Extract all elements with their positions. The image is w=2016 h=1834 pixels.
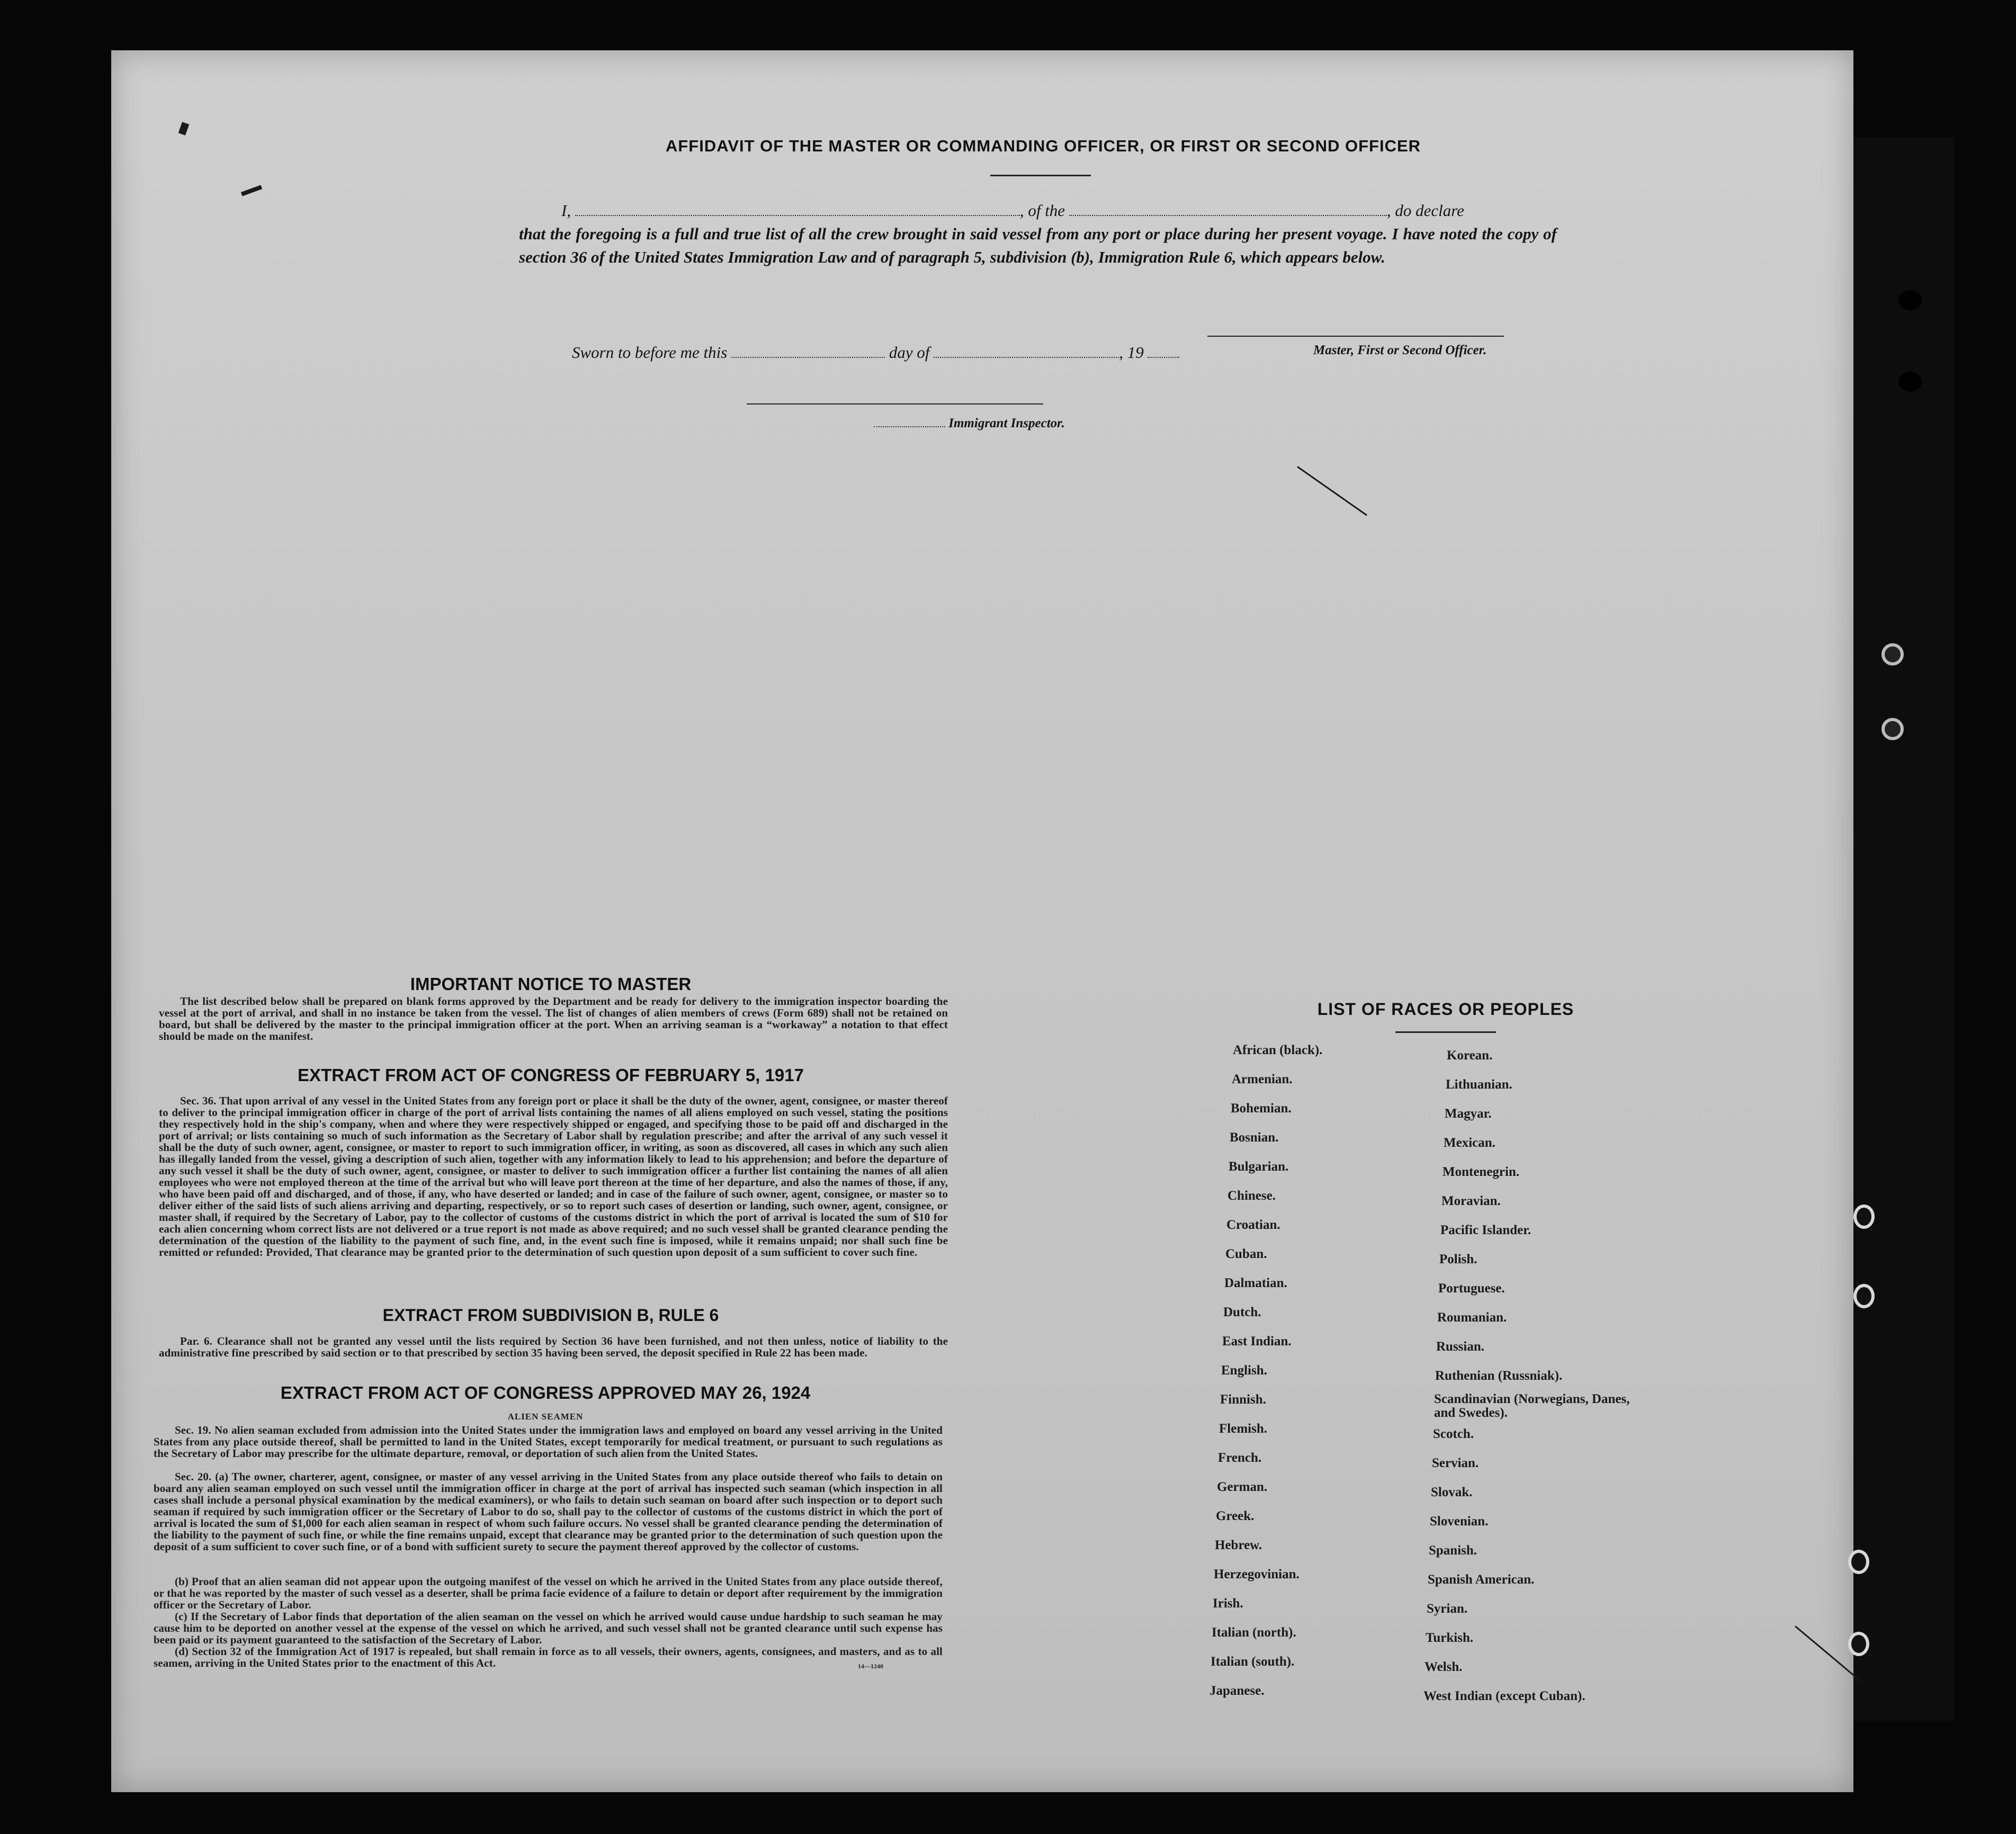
race-item: Spanish. (1429, 1543, 1477, 1558)
sworn-line (572, 343, 1179, 362)
race-item: Servian. (1432, 1456, 1479, 1470)
race-item: Korean. (1447, 1048, 1493, 1063)
race-item: Chinese. (1227, 1189, 1276, 1203)
extract-1917-title: EXTRACT FROM ACT OF CONGRESS OF FEBRUARY 5, 1917 (298, 1065, 804, 1085)
sworn-day-field[interactable] (731, 345, 885, 358)
binder-hole (1898, 372, 1922, 392)
race-item: Dutch. (1223, 1305, 1261, 1319)
binder-hole (1853, 1204, 1875, 1229)
race-item: French. (1218, 1451, 1262, 1465)
race-item: Pacific Islander. (1440, 1223, 1531, 1237)
race-item: East Indian. (1222, 1334, 1292, 1348)
race-item: Greek. (1216, 1509, 1255, 1523)
race-item: Scotch. (1433, 1427, 1474, 1441)
race-item: Polish. (1439, 1252, 1477, 1266)
race-item: Slovenian. (1430, 1514, 1489, 1529)
notice-title: IMPORTANT NOTICE TO MASTER (410, 974, 692, 994)
extract-rule6-text: Par. 6. Clearance shall not be granted any vessel until the lists required by Section 36 have been furnished, and not then unless, notice of liability to the administrative fine prescribed by said section or to that prescribed by section 35 having been served, the deposit specified in Rule 22 has been made. (159, 1335, 948, 1359)
race-item: Bohemian. (1231, 1101, 1292, 1116)
race-item: Hebrew. (1215, 1538, 1262, 1552)
sworn-label: Sworn to before me this (572, 343, 728, 362)
extract-1924-sec20d: (d) Section 32 of the Immigration Act of 1917 is repealed, but shall remain in force as to all vessels, their owners, agents, consignees, and masters, and as to all seamen, arriving in the United States prior to the enactment of this Act. (154, 1645, 943, 1669)
race-item: Herzegovinian. (1214, 1567, 1300, 1581)
affidavit-body: that the foregoing is a full and true list of all the crew brought in said vessel from any port or place during her present voyage. I have noted the copy of section 36 of the United States Immigration Law and of paragraph 5, subdivision (b), Immigration Rule 6, which appears below. (519, 224, 1557, 266)
master-signature-line[interactable] (1207, 336, 1504, 337)
affidavit-title: AFFIDAVIT OF THE MASTER OR COMMANDING OFFICER, OR FIRST OR SECOND OFFICER (665, 137, 1421, 155)
race-item: Syrian. (1427, 1602, 1468, 1616)
race-item: Irish. (1213, 1596, 1243, 1611)
title-rule (990, 175, 1091, 176)
extract-1924-title: EXTRACT FROM ACT OF CONGRESS APPROVED MAY 26, 1924 (280, 1383, 811, 1403)
alien-seamen-subtitle: ALIEN SEAMEN (507, 1412, 584, 1422)
race-item: Roumanian. (1437, 1310, 1507, 1325)
extract-rule6-title: EXTRACT FROM SUBDIVISION B, RULE 6 (382, 1306, 719, 1325)
race-item: Moravian. (1441, 1194, 1501, 1208)
binder-hole (1853, 1284, 1875, 1308)
race-item: Turkish. (1426, 1631, 1474, 1645)
race-item: Spanish American. (1428, 1572, 1535, 1587)
declarant-line (561, 201, 1464, 220)
extract-1924-sec19: Sec. 19. No alien seaman excluded from admission into the United States under the immigration laws and employed on board any vessel arriving in the United States from any place outside thereof, shall be permitted to land in the United States, except temporarily for medical treatment, or pursuant to such regulations as the Secretary of Labor may prescribe for the ultimate departure, removal, or deportation of such alien from the United States. (154, 1424, 943, 1460)
race-item: Cuban. (1225, 1247, 1267, 1261)
race-item: Welsh. (1424, 1660, 1463, 1674)
races-title: LIST OF RACES OR PEOPLES (1317, 1000, 1574, 1019)
year-label: , 19 (1119, 343, 1144, 362)
race-item: Portuguese. (1438, 1281, 1505, 1296)
race-item: Bosnian. (1230, 1130, 1279, 1145)
races-title-rule (1395, 1031, 1496, 1033)
vessel-field[interactable] (1069, 203, 1387, 216)
extract-1924-sec20c: (c) If the Secretary of Labor finds that deportation of the alien seaman on the vessel on which he arrived would cause undue hardship to such seaman he may cause him to be deported on another vessel at the expense of the vessel on which he arrived, and such vessel shall not be granted clearance until such expense has been paid or its payment guaranteed to the satisfaction of the Secretary of Labor. (154, 1610, 943, 1646)
notice-text: The list described below shall be prepared on blank forms approved by the Department and be ready for delivery to the immigration inspector boarding the vessel at the port of arrival, and shall in no instance be taken from the vessel. The list of changes of alien members of crews (Form 689) shall not be retained on board, but shall be delivered by the master to the principal immigration officer at the port. When an arriving seaman is a “workaway” a notation to that effect should be made on the manifest. (159, 995, 948, 1042)
race-item: Mexican. (1444, 1136, 1495, 1150)
form-number: 14—1240 (858, 1662, 883, 1670)
inspector-signature-label (874, 416, 1065, 431)
race-item: Dalmatian. (1224, 1276, 1287, 1290)
race-item: Armenian. (1232, 1072, 1293, 1086)
race-item: West Indian (except Cuban). (1423, 1689, 1585, 1703)
sworn-month-field[interactable] (934, 345, 1119, 358)
inspector-label: Immigrant Inspector. (948, 416, 1065, 430)
race-item: Italian (north). (1212, 1625, 1296, 1640)
day-of-label: day of (889, 343, 930, 362)
race-item: Bulgarian. (1229, 1159, 1289, 1174)
binder-hole (1881, 643, 1904, 666)
extract-1924-sec20b: (b) Proof that an alien seaman did not appear upon the outgoing manifest of the vessel on which he arrived in the United States from any place outside thereof, or that he was reported by the master of such vessel as a deserter, shall be prima facie evidence of a failure to detain or deport after requirement by the immigration officer or the Secretary of Labor. (154, 1575, 943, 1611)
of-the-label: , of the (1019, 201, 1065, 220)
race-item: Magyar. (1445, 1107, 1492, 1121)
inspector-dashline (874, 420, 945, 427)
binder-hole (1848, 1632, 1869, 1656)
race-item: Croatian. (1226, 1218, 1280, 1232)
race-item: Japanese. (1209, 1684, 1265, 1698)
race-item: Russian. (1436, 1339, 1485, 1354)
name-field[interactable] (575, 203, 1020, 216)
extract-1924-sec20a: Sec. 20. (a) The owner, charterer, agent, consignee, or master of any vessel arriving in the United States from any place outside thereof who fails to detain on board any alien seaman employed on such vessel until the immigration officer in charge at the port of arrival has inspected such seaman (which inspection in all cases shall include a personal physical examination by the medical examiners), or who fails to detain such seaman on board after such inspection or to deport such seaman if required by such immigration officer or the Secretary of Labor to do so, shall pay to the collector of customs of the customs district in which the port of arrival is located the sum of $1,000 for each alien seaman in respect of whom such failure occurs. No vessel shall be granted clearance pending the determination of the liability to the payment of such fine, or while the fine remains unpaid, except that clearance may be granted prior to the determination of such question upon the deposit of a sum sufficient to cover such fine, or of a bond with sufficient surety to secure the payment thereof approved by the collector of customs. (154, 1470, 943, 1553)
race-item: Slovak. (1431, 1485, 1473, 1499)
race-item: Ruthenian (Russniak). (1435, 1369, 1563, 1383)
race-item: Scandinavian (Norwegians, Danes, and Swedes). (1434, 1392, 1630, 1420)
i-label: I, (561, 201, 571, 220)
race-item: Flemish. (1219, 1422, 1267, 1436)
race-item: Montenegrin. (1442, 1165, 1520, 1179)
race-item: Finnish. (1220, 1392, 1266, 1407)
do-declare-label: , do declare (1386, 201, 1464, 220)
race-item: English. (1221, 1363, 1267, 1378)
sworn-year-field[interactable] (1148, 345, 1179, 358)
race-item: German. (1217, 1480, 1268, 1494)
master-signature-label: Master, First or Second Officer. (1313, 343, 1487, 357)
binder-hole (1898, 290, 1922, 310)
race-item: Italian (south). (1211, 1655, 1295, 1669)
extract-1917-text: Sec. 36. That upon arrival of any vessel in the United States from any foreign port or place it shall be the duty of the owner, agent, consignee, or master thereof to deliver to the principal immigration officer in charge of the port of arrival lists containing the names of all aliens employed on such vessel, stating the positions they respectively hold in the ship's company, when and where they were respectively shipped or engaged, and specifying those to be paid off and discharged in the port of arrival; or lists containing so much of such information as the Secretary of Labor shall by regulation prescribe; and after the arrival of any such vessel it shall be the duty of such owner, agent, consignee, or master to report to such immigration officer, in writing, as soon as discovered, all cases in which any such alien has illegally landed from the vessel, giving a description of such alien, together with any information likely to lead to his apprehension; and before the departure of any such vessel it shall be the duty of such owner, agent, consignee, or master to deliver to such immigration officer a further list containing the names of all alien employees who were not employed thereon at the time of the arrival but who will leave port thereon at the time of her departure, and also the names of those, if any, who have been paid off and discharged, and of those, if any, who have deserted or landed; and in case of the failure of such owner, agent, consignee, or master so to deliver either of the said lists of such aliens arriving and departing, respectively, or so to report such cases of desertion or landing, such owner, agent, consignee, or master shall, if required by the Secretary of Labor, pay to the collector of customs of the customs district in which the port of arrival is located the sum of $10 for each alien concerning whom correct lists are not delivered or a true report is not made as above required; and no such vessel shall be granted clearance pending the determination of the question of the liability to the payment of such fine, and, in the event such fine is imposed, while it remains unpaid; nor shall such fine be remitted or refunded: Provided, That clearance may be granted prior to the determination of such question upon deposit of a sum sufficient to cover such fine. (159, 1094, 948, 1258)
inspector-signature-line[interactable] (747, 403, 1043, 404)
race-item: African (black). (1233, 1043, 1323, 1057)
race-item: Lithuanian. (1446, 1077, 1512, 1092)
binder-hole (1881, 718, 1904, 740)
binder-hole (1848, 1550, 1869, 1574)
